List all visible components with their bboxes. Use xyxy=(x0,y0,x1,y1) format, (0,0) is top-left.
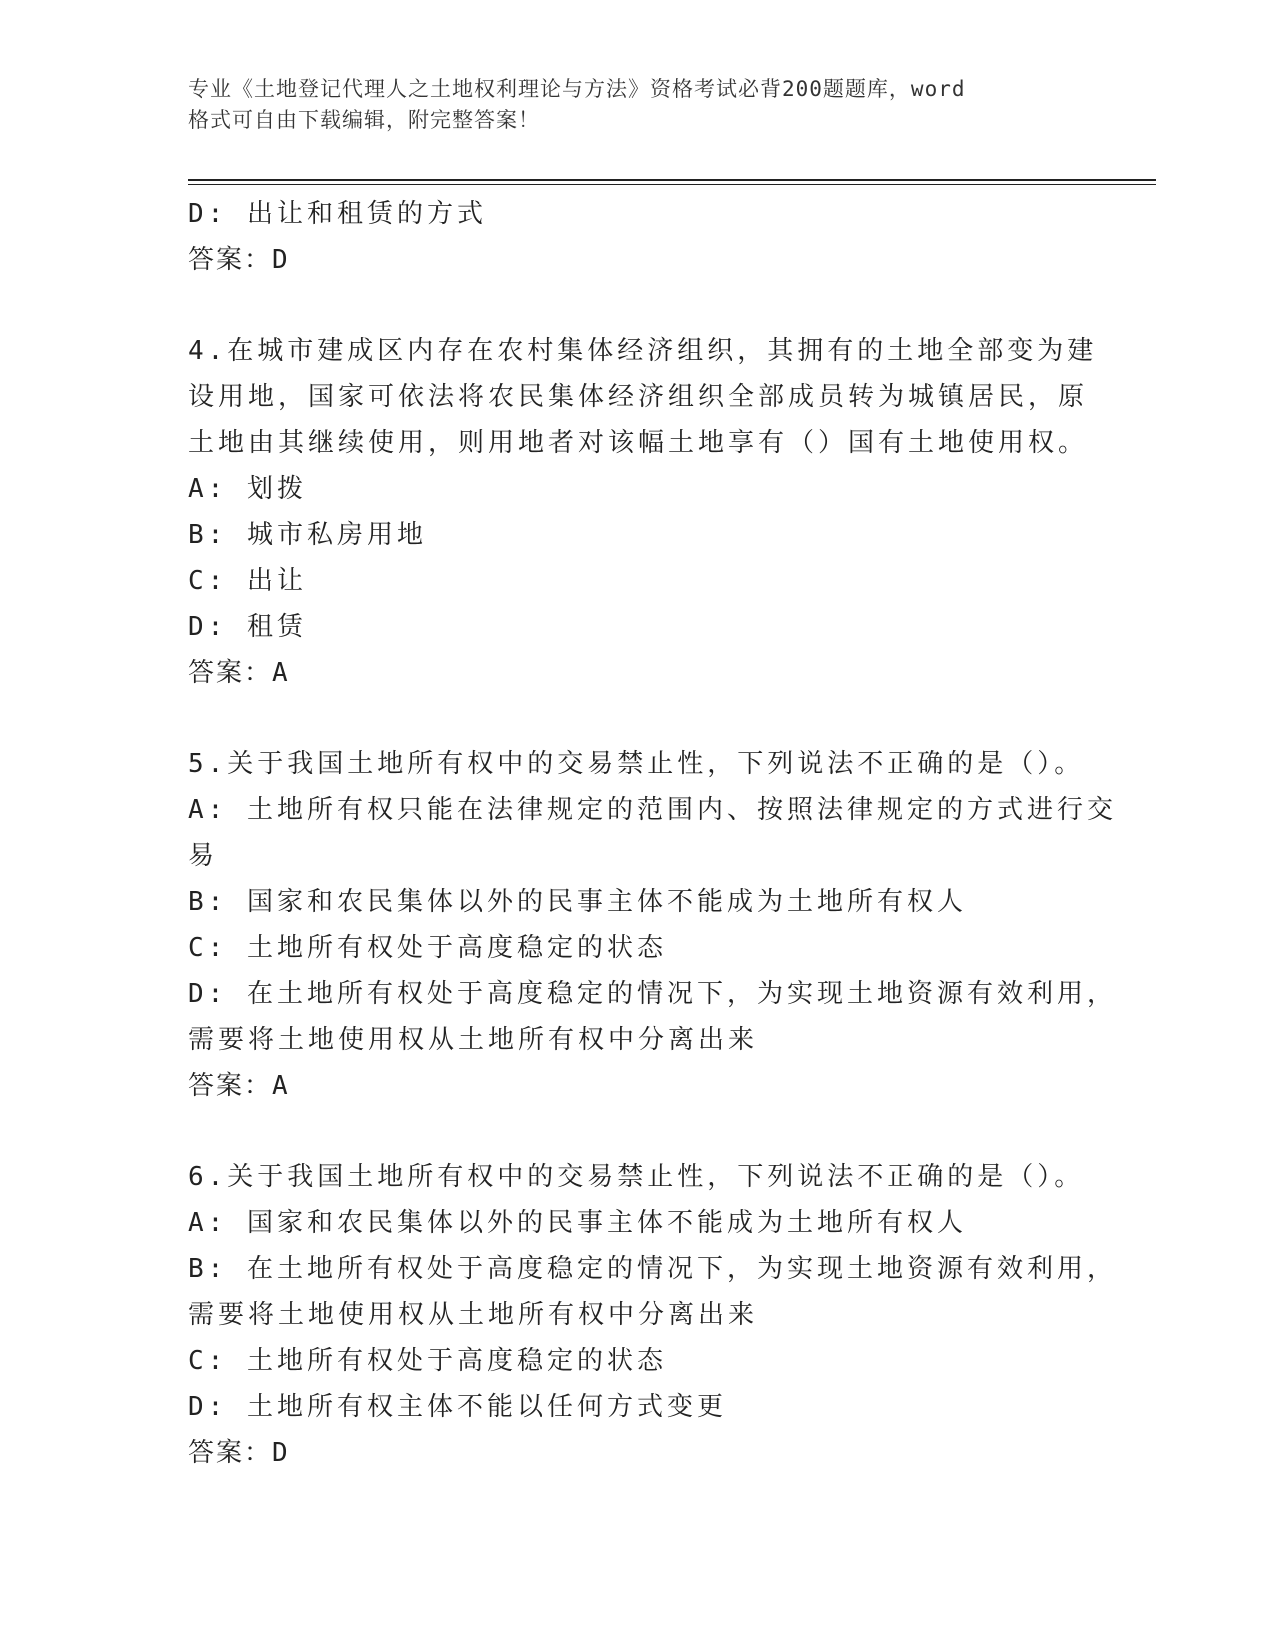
question-stem-line: 5.关于我国土地所有权中的交易禁止性，下列说法不正确的是（）。 xyxy=(188,749,1085,779)
question-stem-line: 6.关于我国土地所有权中的交易禁止性，下列说法不正确的是（）。 xyxy=(188,1162,1085,1192)
option-a: A: 国家和农民集体以外的民事主体不能成为土地所有权人 xyxy=(188,1208,967,1238)
question-stem-line: 4.在城市建成区内存在农村集体经济组织，其拥有的土地全部变为建 xyxy=(188,336,1098,366)
option-d: D: 出让和租赁的方式 xyxy=(188,199,487,229)
question-list xyxy=(188,191,1117,1476)
header-divider-thick xyxy=(188,179,1156,181)
document-header xyxy=(188,74,1068,136)
answer-value: D xyxy=(272,245,288,275)
question-4 xyxy=(188,328,1098,696)
answer-value: A xyxy=(272,1071,288,1101)
question-5 xyxy=(188,741,1117,1109)
answer-line xyxy=(188,650,1088,696)
option-b: B: 国家和农民集体以外的民事主体不能成为土地所有权人 xyxy=(188,887,967,917)
answer-value: A xyxy=(272,658,288,688)
question-stem-line: 设用地，国家可依法将农民集体经济组织全部成员转为城镇居民，原 xyxy=(188,382,1089,412)
answer-label: 答案： xyxy=(188,245,273,275)
answer-line xyxy=(188,1063,1088,1109)
header-line-1: 专业《土地登记代理人之土地权利理论与方法》资格考试必背200题题库，word xyxy=(188,77,966,101)
answer-value: D xyxy=(272,1438,288,1468)
option-d-continued: 需要将土地使用权从土地所有权中分离出来 xyxy=(188,1025,759,1055)
option-a: A: 划拨 xyxy=(188,474,307,504)
option-b: B: 在土地所有权处于高度稳定的情况下，为实现土地资源有效利用， xyxy=(188,1254,1117,1284)
option-b: B: 城市私房用地 xyxy=(188,520,427,550)
option-d: D: 租赁 xyxy=(188,612,307,642)
option-a-continued: 易 xyxy=(188,841,219,871)
answer-line xyxy=(188,1430,1088,1476)
question-3-continuation xyxy=(188,191,1088,283)
header-line-2: 格式可自由下载编辑，附完整答案！ xyxy=(188,108,540,132)
answer-label: 答案： xyxy=(188,1438,273,1468)
question-stem-line: 土地由其继续使用，则用地者对该幅土地享有（）国有土地使用权。 xyxy=(188,428,1089,458)
question-6 xyxy=(188,1154,1117,1476)
answer-label: 答案： xyxy=(188,1071,273,1101)
option-c: C: 出让 xyxy=(188,566,307,596)
option-d: D: 土地所有权主体不能以任何方式变更 xyxy=(188,1392,727,1422)
option-a: A: 土地所有权只能在法律规定的范围内、按照法律规定的方式进行交 xyxy=(188,795,1117,825)
answer-label: 答案： xyxy=(188,658,273,688)
option-c: C: 土地所有权处于高度稳定的状态 xyxy=(188,1346,667,1376)
answer-line xyxy=(188,237,1088,283)
option-b-continued: 需要将土地使用权从土地所有权中分离出来 xyxy=(188,1300,759,1330)
header-divider-thin xyxy=(188,184,1156,185)
option-d: D: 在土地所有权处于高度稳定的情况下，为实现土地资源有效利用， xyxy=(188,979,1117,1009)
option-c: C: 土地所有权处于高度稳定的状态 xyxy=(188,933,667,963)
